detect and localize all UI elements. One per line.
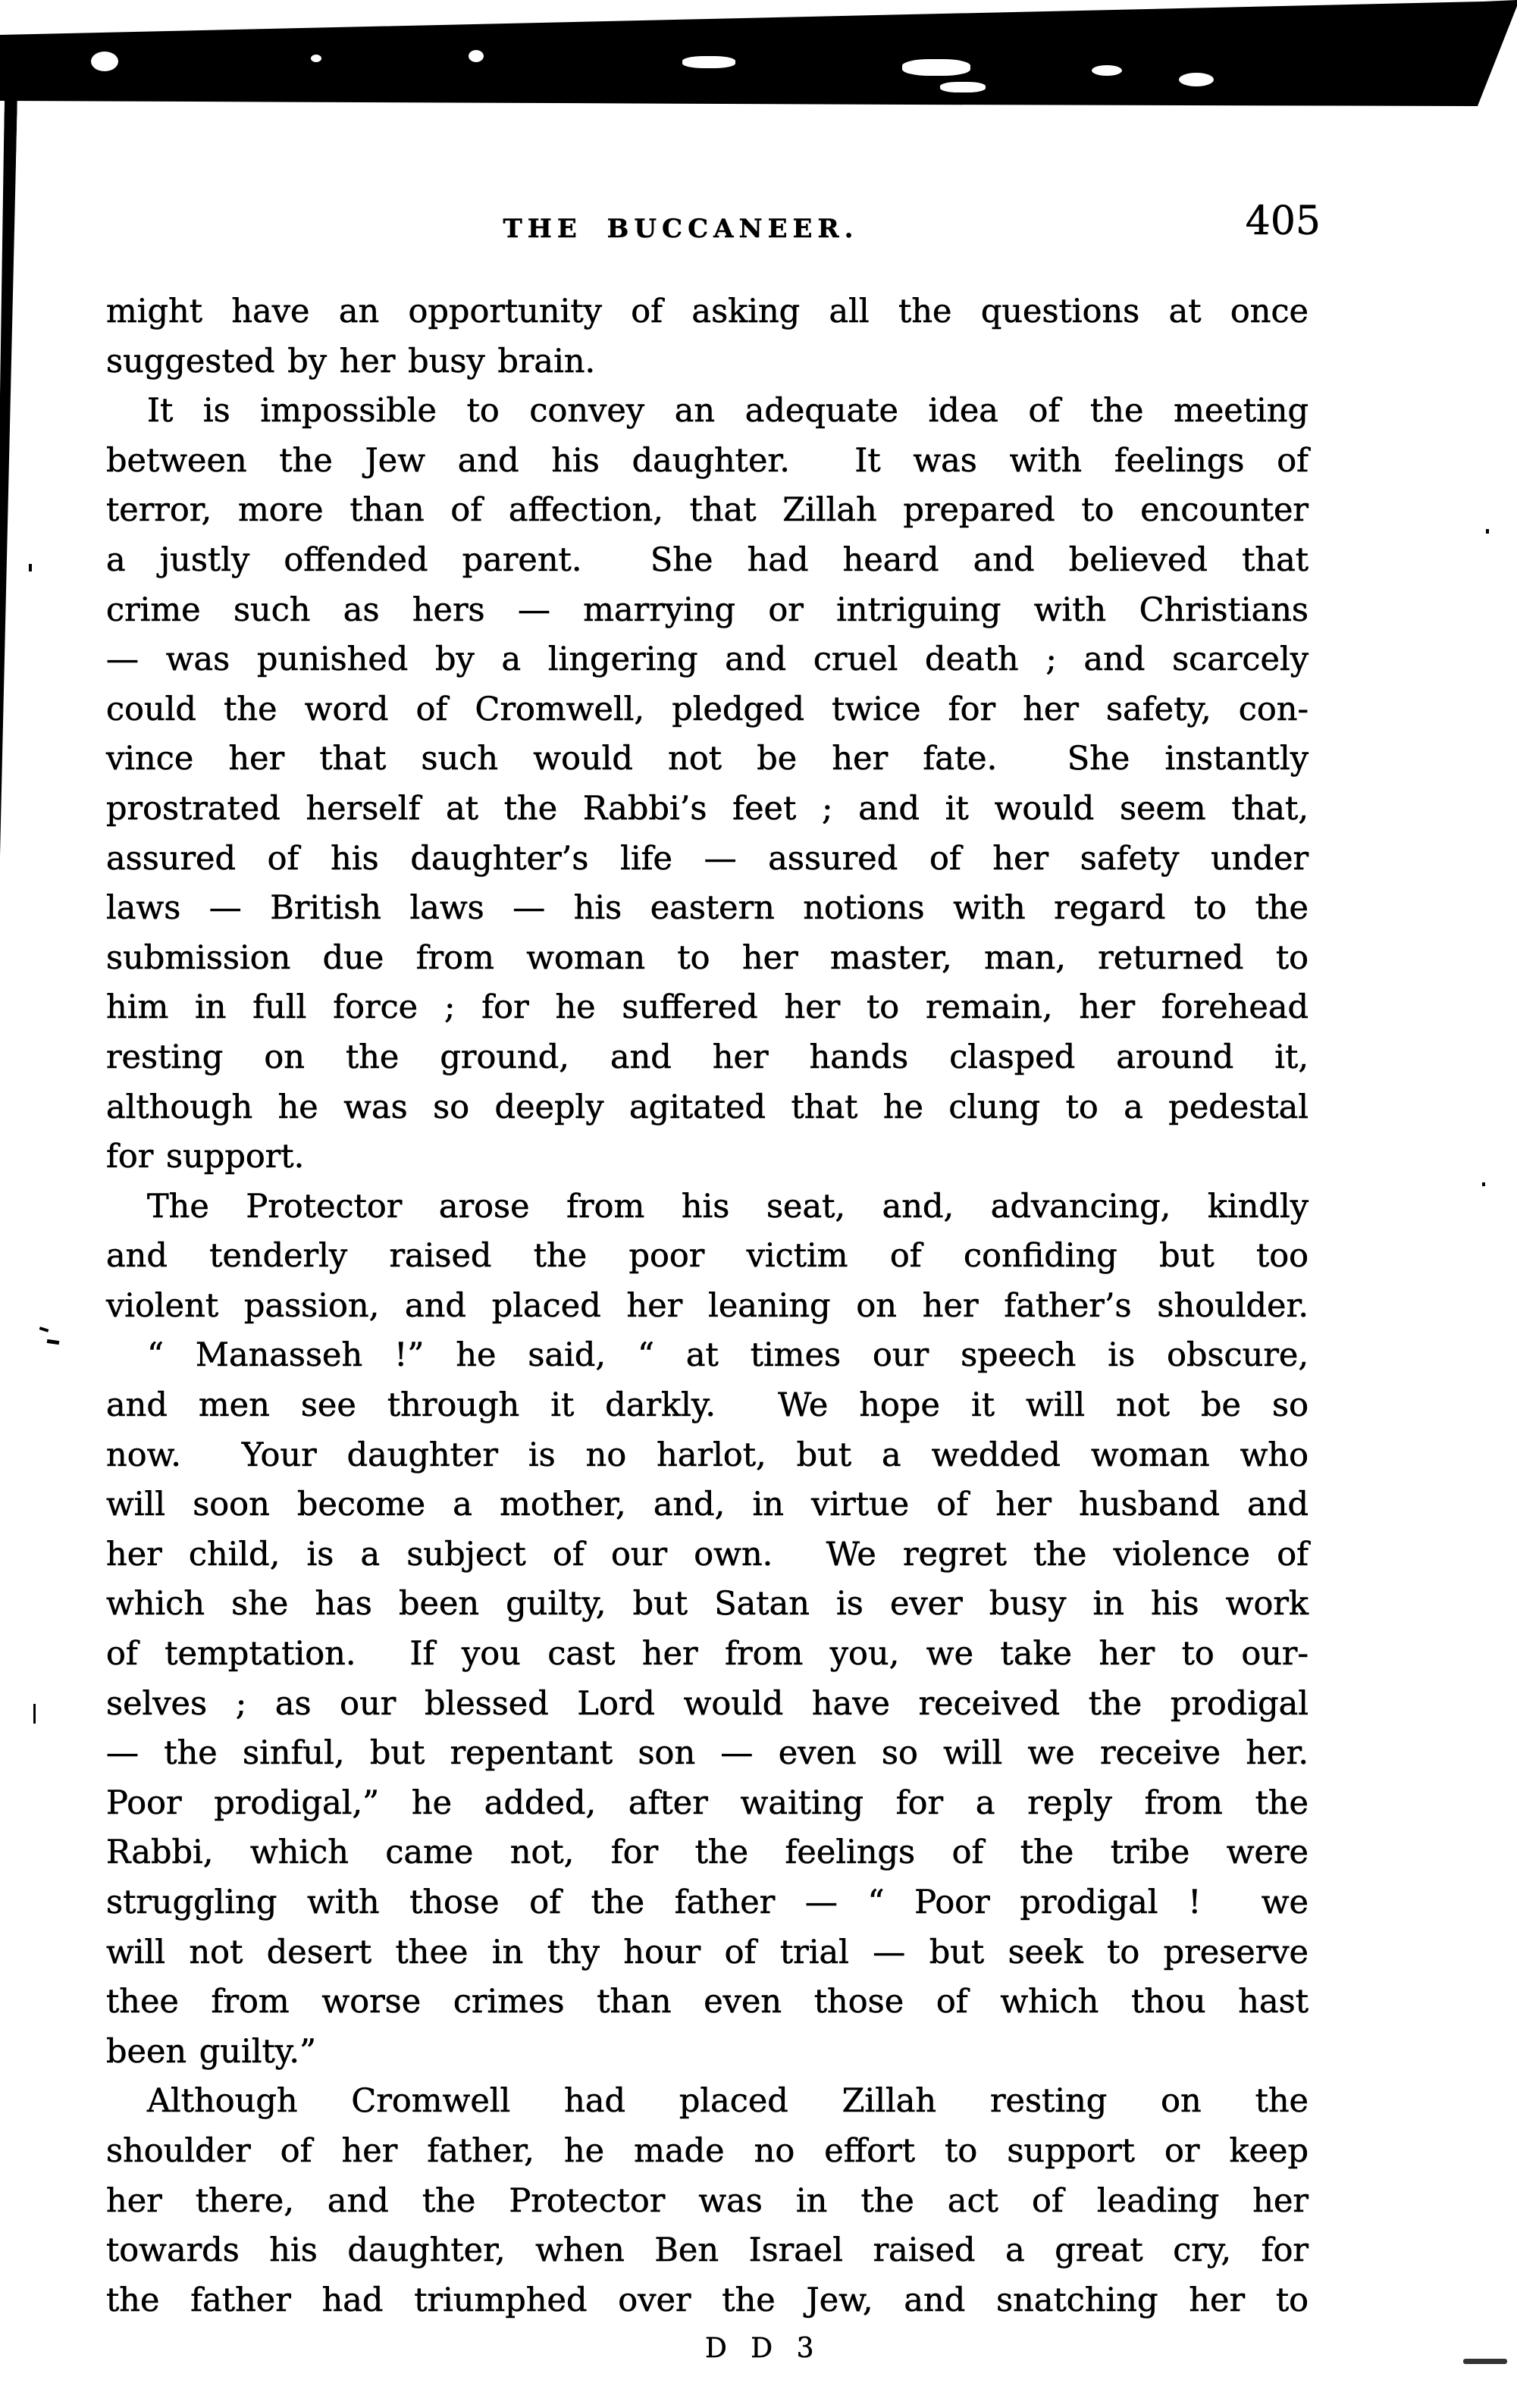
running-title: THE BUCCANEER. [503, 214, 859, 244]
text-line: laws — British laws — his eastern notions with regard to the [106, 889, 1309, 928]
text-line: terror, more than of affection, that Zillah prepared to encounter [106, 491, 1309, 530]
margin-speck [39, 1326, 49, 1332]
text-line: might have an opportunity of asking all the questions at once [106, 293, 1309, 330]
text-line: her child, is a subject of our own. We regret the violence of [106, 1535, 1309, 1573]
left-gutter-scan-line [0, 96, 17, 1357]
text-line: between the Jew and his daughter. It was with feelings of [106, 441, 1309, 480]
text-line: The Protector arose from his seat, and, advancing, kindly [147, 1187, 1309, 1226]
text-line: a justly offended parent. She had heard and believed that [106, 540, 1309, 579]
text-line: suggested by her busy brain. [106, 342, 596, 380]
signature-mark: D D 3 [705, 2333, 822, 2364]
margin-speck [47, 1339, 60, 1345]
margin-speck [1486, 529, 1489, 534]
text-line: thee from worse crimes than even those of which thou hast [106, 1983, 1309, 2021]
text-line: will not desert thee in thy hour of trial — but seek to preserve [106, 1933, 1309, 1971]
scan-fleck [1092, 65, 1122, 76]
text-line: crime such as hers — marrying or intriguing with Christians [106, 590, 1309, 629]
text-line: and tenderly raised the poor victim of confiding but too [106, 1237, 1309, 1276]
scan-fleck [311, 55, 321, 62]
text-line: and men see through it darkly. We hope it will not be so [106, 1386, 1309, 1425]
scan-fleck [940, 82, 986, 92]
text-line: submission due from woman to her master, man, returned to [106, 938, 1309, 977]
scan-fleck [1179, 73, 1214, 86]
text-line: resting on the ground, and her hands clasped around it, [106, 1038, 1309, 1076]
text-line: vince her that such would not be her fate. She instantly [106, 740, 1309, 778]
text-line: Poor prodigal,” he added, after waiting for a reply from the [106, 1783, 1309, 1822]
page-number: 405 [1245, 199, 1321, 244]
text-line: her there, and the Protector was in the act of leading her [106, 2181, 1309, 2220]
text-line: of temptation. If you cast her from you, we take her to our- [106, 1635, 1309, 1674]
text-line: towards his daughter, when Ben Israel raised a great cry, for [106, 2231, 1309, 2270]
text-line: — the sinful, but repentant son — even so will we receive her. [106, 1734, 1309, 1773]
page-top-scan-band [0, 0, 1517, 114]
text-line: although he was so deeply agitated that he clung to a pedestal [106, 1088, 1309, 1126]
text-line: been guilty.” [106, 2032, 317, 2071]
margin-speck [29, 564, 32, 571]
text-line: assured of his daughter’s life — assured of her safety under [106, 839, 1309, 878]
text-line: Although Cromwell had placed Zillah resting on the [147, 2082, 1309, 2121]
text-line: It is impossible to convey an adequate idea of the meeting [147, 392, 1309, 431]
text-line: him in full force ; for he suffered her to remain, her forehead [106, 988, 1309, 1027]
text-line: could the word of Cromwell, pledged twice for her safety, con- [106, 690, 1309, 728]
body-text [106, 287, 1309, 2325]
scan-smudge [1463, 2359, 1507, 2364]
text-line: which she has been guilty, but Satan is ever busy in his work [106, 1585, 1309, 1624]
text-line: selves ; as our blessed Lord would have received the prodigal [106, 1684, 1309, 1723]
text-line: now. Your daughter is no harlot, but a wedded woman who [106, 1436, 1309, 1474]
margin-speck [33, 1704, 36, 1724]
text-line: “ Manasseh !” he said, “ at times our speech is obscure, [147, 1336, 1309, 1375]
text-line: the father had triumphed over the Jew, and snatching her to [106, 2281, 1309, 2319]
text-line: Rabbi, which came not, for the feelings of the tribe were [106, 1833, 1309, 1872]
text-line: will soon become a mother, and, in virtue of her husband and [106, 1486, 1309, 1524]
scan-fleck [469, 50, 484, 62]
margin-speck [1482, 1182, 1485, 1186]
text-line: violent passion, and placed her leaning on her father’s shoulder. [106, 1286, 1309, 1325]
text-line: for support. [106, 1138, 305, 1176]
text-line: shoulder of her father, he made no effort to support or keep [106, 2131, 1309, 2170]
text-line: — was punished by a lingering and cruel death ; and scarcely [106, 640, 1309, 679]
scan-fleck [91, 52, 118, 71]
text-line: struggling with those of the father — “ Poor prodigal ! we [106, 1884, 1309, 1921]
scan-fleck [682, 56, 735, 68]
scan-fleck [902, 59, 970, 76]
text-line: prostrated herself at the Rabbi’s feet ; and it would seem that, [106, 789, 1309, 828]
